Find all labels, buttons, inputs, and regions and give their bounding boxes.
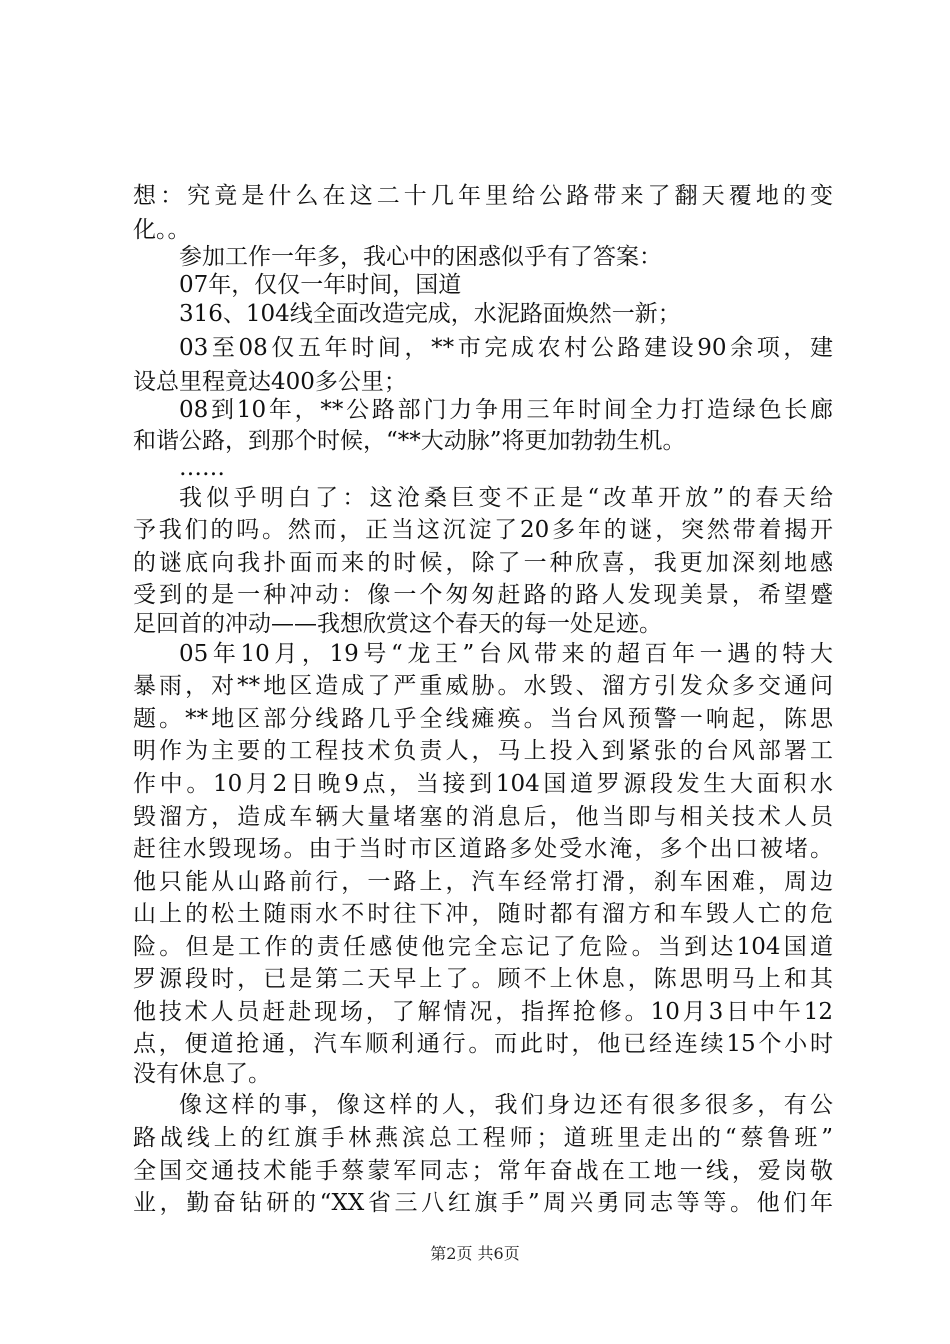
text-line: 赶往水毁现场。由于当时市区道路多处受水淹，多个出口被堵。 [133,836,833,862]
text-line: 的谜底向我扑面而来的时候，除了一种欣喜，我更加深刻地感 [133,550,833,576]
text-line: 想：究竟是什么在这二十几年里给公路带来了翻天覆地的变 [133,183,833,209]
text-line: 险。但是工作的责任感使他完全忘记了危险。当到达104国道 [133,934,833,960]
text-line: 山上的松土随雨水不时往下冲，随时都有溜方和车毁人亡的危 [133,901,833,927]
text-line: 点，便道抢通，汽车顺利通行。而此时，他已经连续15个小时 [133,1031,833,1057]
text-line: 全国交通技术能手蔡蒙军同志；常年奋战在工地一线，爱岗敬 [133,1158,833,1184]
text-line: 题。**地区部分线路几乎全线瘫痪。当台风预警一响起，陈思 [133,706,833,732]
text-line: 罗源段时，已是第二天早上了。顾不上休息，陈思明马上和其 [133,966,833,992]
text-line: …… [179,455,225,481]
text-line: 路战线上的红旗手林燕滨总工程师；道班里走出的“蔡鲁班” [133,1125,833,1151]
text-line: 07年，仅仅一年时间，国道 [179,272,462,298]
text-line: 设总里程竟达400多公里； [133,369,407,395]
text-line: 像这样的事，像这样的人，我们身边还有很多很多，有公 [179,1092,833,1118]
text-line: 作中。10月2日晚9点，当接到104国道罗源段发生大面积水 [133,771,833,797]
text-line: 他只能从山路前行，一路上，汽车经常打滑，刹车困难，周边 [133,869,833,895]
text-line: 05年10月，19号“龙王”台风带来的超百年一遇的特大 [179,641,833,667]
text-line: 我似乎明白了：这沧桑巨变不正是“改革开放”的春天给 [179,485,833,511]
text-line: 毁溜方，造成车辆大量堵塞的消息后，他当即与相关技术人员 [133,804,833,830]
text-line: 316、104线全面改造完成，水泥路面焕然一新； [179,301,681,327]
text-line: 他技术人员赶赴现场，了解情况，指挥抢修。10月3日中午12 [133,999,833,1025]
text-line: 参加工作一年多，我心中的困惑似乎有了答案： [179,244,662,270]
text-line: 暴雨，对**地区造成了严重威胁。水毁、溜方引发众多交通问 [133,673,833,699]
text-line: 予我们的吗。然而，正当这沉淀了20多年的谜，突然带着揭开 [133,517,833,543]
text-line: 明作为主要的工程技术负责人，马上投入到紧张的台风部署工 [133,738,833,764]
text-line: 08到10年，**公路部门力争用三年时间全力打造绿色长廊 [179,397,833,423]
text-line: 化。。 [133,217,191,243]
text-line: 业，勤奋钻研的“XX省三八红旗手”周兴勇同志等等。他们年 [133,1190,833,1216]
page-number-footer: 第2页 共6页 [430,1244,520,1263]
text-line: 足回首的冲动——我想欣赏这个春天的每一处足迹。 [133,611,662,637]
text-line: 没有休息了。 [133,1061,271,1087]
text-line: 受到的是一种冲动：像一个匆匆赶路的路人发现美景，希望蹙 [133,582,833,608]
text-line: 03至08仅五年时间，**市完成农村公路建设90余项，建 [179,335,833,361]
text-line: 和谐公路，到那个时候，“**大动脉”将更加勃勃生机。 [133,428,686,454]
